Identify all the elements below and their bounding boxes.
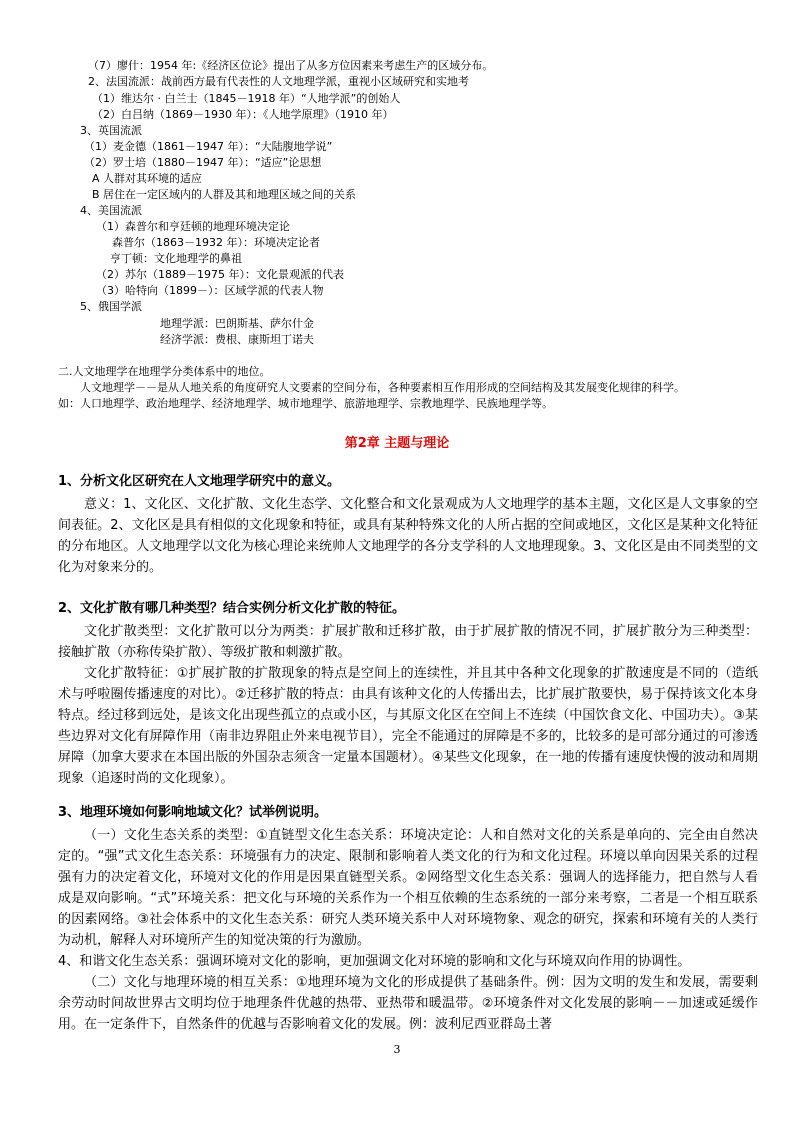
question-heading: 3、地理环境如何影响地域文化？试举例说明。 [58, 805, 328, 820]
answer-paragraph: 意义：1、文化区、文化扩散、文化生态学、文化整合和文化景观成为人文地理学的基本主题，文化区是人文事象的空间表征。2、文化区是具有相似的文化现象和特征，或具有某种特殊文化的人所占据的空间或地区，文化区是某种文化特征的分布地区。人文地理学以文化为核心理论来统帅人文地理学的各分支学科的人文地理现象。3、文化区是由不同类型的文化为对象来分的。 [58, 497, 758, 575]
outline-line: 经济学派：费根、康斯坦丁诺夫 [160, 333, 314, 346]
answer-paragraph: 文化扩散特征：①扩展扩散的扩散现象的特点是空间上的连续性，并且其中各种文化现象的扩散速度是不同的（造纸术与呼啦圈传播速度的对比）。②迁移扩散的特点：由具有该种文化的人传播出去，比扩展扩散要快，易于保持该文化本身特点。经过移到远处，是该文化出现些孤立的点或小区，与其原文化区在空间上不连续（中国饮食文化、中国功夫）。③某些边界对文化有屏障作用（南非边界阻止外来电视节目），完全不能通过的屏障是不多的，比较多的是可部分通过的可渗透屏障（加拿大要求在本国出版的外国杂志须含一定量本国题材）。④某些文化现象，在一地的传播有速度快慢的波动和周期现象（追逐时尚的文化现象）。 [58, 666, 758, 786]
outline-line: （7）廖什：1954 年:《经济区位论》提出了从多方位因素来考虑生产的区域分布。 [88, 59, 494, 72]
outline-line: 2、法国流派：战前西方最有代表性的人文地理学派，重视小区域研究和实地考 [88, 75, 469, 88]
outline-line: 森普尔（1863－1932 年）：环境决定论者 [112, 236, 320, 249]
question-heading: 2、文化扩散有哪几种类型？结合实例分析文化扩散的特征。 [58, 601, 406, 616]
section-examples: 如：人口地理学、政治地理学、经济地理学、城市地理学、旅游地理学、宗教地理学、民族地理学等。 [58, 397, 553, 410]
answer-paragraph: 文化扩散类型：文化扩散可以分为两类：扩展扩散和迁移扩散，由于扩展扩散的情况不同，扩展扩散分为三种类型：接触扩散（亦称传染扩散）、等级扩散和刺激扩散。 [58, 624, 758, 660]
outline-line: 5、俄国学派 [80, 300, 142, 313]
outline-line: 亨丁顿：文化地理学的鼻祖 [110, 252, 242, 265]
chapter-title: 第2章 主题与理论 [344, 436, 450, 451]
outline-line: B 居住在一定区域内的人群及其和地理区域之间的关系 [92, 188, 357, 201]
outline-line: 地理学派：巴朗斯基、萨尔什金 [160, 317, 314, 330]
section-body: 人文地理学－－是从人地关系的角度研究人文要素的空间分布，各种要素相互作用形成的空间结构及其发展变化规律的科学。 [80, 381, 685, 394]
answer-paragraph: （一）文化生态关系的类型：①直链型文化生态关系：环境决定论：人和自然对文化的关系是单向的、完全由自然决定的。“强”式文化生态关系：环境强有力的决定、限制和影响着人类文化的行为和文化过程。环境以单向因果关系的过程强有力的决定着文化，环境对文化的作用是因果直链型关系。②网络型文化生态关系：强调人的选择能力，把自然与人看成是双向影响。“式”环境关系：把文化与环境的关系作为一个相互依赖的生态系统的一部分来考察，二者是一个相互联系的因素网络。③社会体系中的文化生态关系：研究人类环境关系中人对环境物象、观念的研究，探索和环境有关的人类行为动机，解释人对环境所产生的知觉决策的行为激励。 [58, 828, 758, 948]
outline-line: 4、美国流派 [80, 204, 142, 217]
question-answer [58, 825, 758, 1035]
question-heading: 1、分析文化区研究在人文地理学研究中的意义。 [58, 474, 341, 489]
outline-line: （1）维达尔 · 白兰士（1845－1918 年）“人地学派”的创始人 [92, 92, 401, 105]
outline-line: （2）罗士培（1880－1947 年）：“适应”论思想 [84, 156, 322, 169]
answer-paragraph: 4、和谐文化生态关系：强调环境对文化的影响，更加强调文化对环境的影响和文化与环境双向作用的协调性。 [58, 954, 691, 969]
outline-line: （2）白吕纳（1869－1930 年）：《人地学原理》（1910 年） [92, 108, 394, 121]
answer-paragraph: （二）文化与地理环境的相互关系：①地理环境为文化的形成提供了基础条件。例：因为文明的发生和发展，需要剩余劳动时间故世界古文明均位于地理条件优越的热带、亚热带和暖温带。②环境条件对文化发展的影响－－加速或延缓作用。在一定条件下，自然条件的优越与否影响着文化的发展。例：波利尼西亚群岛土著 [58, 975, 758, 1032]
outline-line: A 人群对其环境的适应 [92, 172, 203, 185]
question-answer [58, 621, 758, 789]
outline-line: （1）森普尔和亨廷顿的地理环境决定论 [96, 220, 290, 233]
question-answer [58, 494, 758, 578]
outline-line: （1）麦金德（1861－1947 年）：“大陆腹地学说” [84, 140, 333, 153]
outline-line: （3）哈特向（1899－）：区域学派的代表人物 [96, 284, 324, 297]
page-number: 3 [393, 1043, 401, 1056]
outline-line: 3、英国流派 [80, 124, 142, 137]
outline-line: （2）苏尔（1889－1975 年）：文化景观派的代表 [96, 268, 344, 281]
section-heading: 二.人文地理学在地理学分类体系中的地位。 [58, 365, 271, 378]
